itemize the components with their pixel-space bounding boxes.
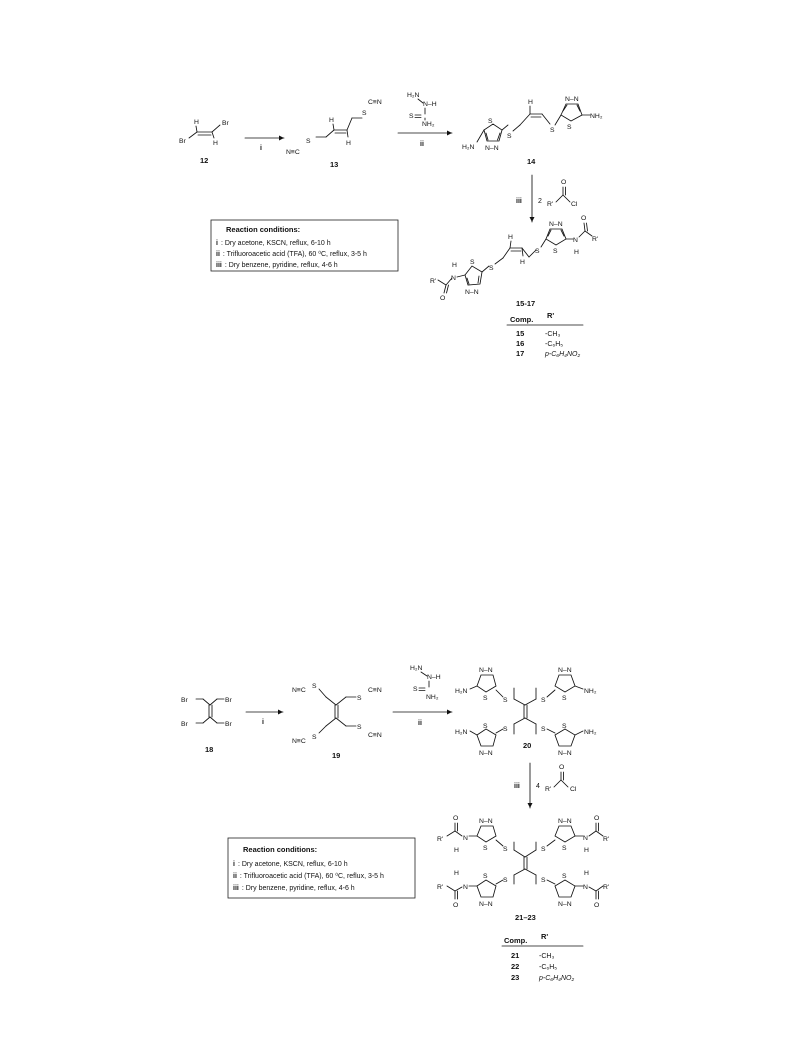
carbonyl-oxygen: O — [594, 902, 600, 909]
condition-key: iii — [216, 262, 222, 269]
thiocyanate-group: N≡C — [292, 738, 306, 745]
table-row-r: p-C₆H₄NO₂ — [539, 975, 575, 982]
thioether-sulfur: S — [503, 877, 508, 884]
step-iii-label: iii — [516, 198, 522, 205]
ring-sulfur: S — [488, 118, 493, 125]
table-row-r: p-C₆H₄NO₂ — [545, 351, 581, 358]
condition-key: i — [216, 240, 218, 247]
step-ii-label: ii — [420, 141, 424, 148]
compound-15-17-label: 15-17 — [516, 299, 536, 308]
table-row-comp: 17 — [516, 349, 525, 358]
r-group: R' — [603, 884, 610, 891]
hydrogen-atom: H — [329, 117, 334, 124]
hydrogen-atom: H — [520, 259, 525, 266]
hydrogen-atom: H — [508, 234, 513, 241]
conditions-title: Reaction conditions: — [243, 845, 318, 854]
thiocyanate-group: C≡N — [368, 99, 382, 106]
r-group: R' — [592, 236, 599, 243]
compound-18-label: 18 — [205, 745, 214, 754]
ring-sulfur: S — [562, 873, 567, 880]
table-row-r: -CH₃ — [539, 953, 555, 960]
table-row-comp: 22 — [511, 962, 520, 971]
compound-18-structure — [181, 697, 233, 728]
carbonyl-oxygen: O — [594, 815, 600, 822]
amide-nitrogen: N — [463, 884, 468, 891]
ring-nitrogens: N–N — [558, 901, 572, 908]
substituent-table-2 — [502, 932, 583, 982]
ring-nitrogens: N–N — [558, 818, 572, 825]
bromo-atom: Br — [179, 138, 186, 145]
thiocyanate-group: N≡C — [292, 687, 306, 694]
compound-12-label: 12 — [200, 156, 209, 165]
thiocyanate-group: C≡N — [368, 732, 382, 739]
step-i-label: i — [262, 719, 264, 726]
carbonyl-oxygen: O — [561, 179, 567, 186]
ring-nitrogens: N–N — [479, 667, 493, 674]
thiosemicarbazide-reagent — [407, 92, 437, 128]
sulfur-atom: S — [413, 686, 418, 693]
compound-20-label: 20 — [523, 741, 532, 750]
compound-19-label: 19 — [332, 751, 341, 760]
compound-21-23-label: 21–23 — [515, 913, 536, 922]
thioether-sulfur: S — [535, 248, 540, 255]
bromo-atom: Br — [181, 721, 188, 728]
step-iii-label: iii — [514, 783, 520, 790]
svg-text:iii: Dry benzene, pyridine, re — [233, 885, 355, 892]
substituent-table-1 — [507, 311, 583, 358]
sulfur-atom: S — [312, 683, 317, 690]
amide-hydrogen: H — [452, 262, 457, 269]
thioether-sulfur: S — [550, 127, 555, 134]
hydrazine-nh: N–H — [427, 674, 441, 681]
ring-nitrogens: N–N — [549, 221, 563, 228]
sulfur-atom: S — [312, 734, 317, 741]
acyl-chloride-equiv: 4 — [536, 783, 540, 790]
amide-nitrogen: N — [463, 835, 468, 842]
r-group: R' — [603, 836, 610, 843]
step-i-label: i — [260, 145, 262, 152]
amide-nitrogen: N — [451, 275, 456, 282]
hydrogen-atom: H — [213, 140, 218, 147]
svg-text:ii: Trifluoroacetic acid (TFA) — [233, 872, 384, 880]
sulfur-atom: S — [306, 138, 311, 145]
thiocyanate-group: N≡C — [286, 149, 300, 156]
amine-group: H₂N — [410, 665, 423, 672]
svg-text:ii: Trifluoroacetic acid (TFA) — [216, 250, 367, 258]
compound-21-23-structure — [437, 815, 609, 909]
compound-14-structure — [462, 96, 603, 152]
amide-hydrogen: H — [584, 870, 589, 877]
condition-text: : Dry acetone, KSCN, reflux, 6-10 h — [220, 240, 331, 247]
step-ii-label: ii — [418, 720, 422, 727]
bromo-atom: Br — [225, 697, 232, 704]
bromo-atom: Br — [181, 697, 188, 704]
carbonyl-oxygen: O — [440, 295, 446, 302]
ring-nitrogens: N–N — [558, 667, 572, 674]
ring-nitrogens: N–N — [479, 901, 493, 908]
table-row-r: -C₆H₅ — [539, 964, 558, 971]
acyl-chloride-reagent — [547, 179, 578, 208]
compound-15-17-structure — [430, 215, 598, 302]
amine-group: NH₂ — [426, 694, 439, 701]
condition-key: iii — [233, 885, 239, 892]
thioether-sulfur: S — [489, 265, 494, 272]
r-group: R' — [547, 201, 554, 208]
ring-nitrogens: N–N — [479, 818, 493, 825]
sulfur-atom: S — [362, 110, 367, 117]
reaction-conditions-box-1 — [211, 220, 398, 271]
table-header-r: R' — [547, 311, 555, 320]
ring-sulfur: S — [562, 845, 567, 852]
hydrazine-nh: N–H — [423, 101, 437, 108]
r-group: R' — [437, 884, 444, 891]
thioether-sulfur: S — [541, 726, 546, 733]
amine-group: H₂N — [455, 688, 468, 695]
acyl-chloride-reagent — [545, 764, 577, 793]
ring-nitrogens: N–N — [465, 289, 479, 296]
hydrogen-atom: H — [194, 119, 199, 126]
chlorine-atom: Cl — [570, 786, 577, 793]
condition-text: : Trifluoroacetic acid (TFA), 60 ⁰C, reflux, 3-5 h — [239, 873, 384, 880]
thioether-sulfur: S — [503, 697, 508, 704]
thioether-sulfur: S — [503, 726, 508, 733]
ring-sulfur: S — [483, 845, 488, 852]
ring-nitrogens: N–N — [479, 750, 493, 757]
thioether-sulfur: S — [507, 133, 512, 140]
hydrogen-atom: H — [346, 140, 351, 147]
condition-text: : Trifluoroacetic acid (TFA), 60 ⁰C, reflux, 3-5 h — [222, 251, 367, 258]
ring-nitrogens: N–N — [485, 145, 499, 152]
amide-hydrogen: H — [574, 249, 579, 256]
sulfur-atom: S — [357, 695, 362, 702]
table-row-comp: 16 — [516, 339, 525, 348]
svg-text:i: Dry acetone, KSCN, reflux, — [233, 861, 348, 868]
amide-hydrogen: H — [454, 847, 459, 854]
r-group: R' — [430, 278, 437, 285]
svg-text:iii: Dry benzene, pyridine, re — [216, 262, 338, 269]
table-row-comp: 21 — [511, 951, 520, 960]
amine-group: H₂N — [407, 92, 420, 99]
ring-sulfur: S — [483, 873, 488, 880]
condition-text: : Dry benzene, pyridine, reflux, 4-6 h — [241, 885, 355, 892]
table-header-comp: Comp. — [510, 315, 534, 324]
table-row-r: -C₆H₅ — [545, 341, 564, 348]
ring-sulfur: S — [553, 248, 558, 255]
amine-group: NH₂ — [584, 729, 597, 736]
scheme-1 — [179, 92, 603, 358]
table-row-r: -CH₃ — [545, 331, 561, 338]
sulfur-atom: S — [409, 113, 414, 120]
amine-group: H₂N — [462, 144, 475, 151]
amide-hydrogen: H — [584, 847, 589, 854]
bromo-atom: Br — [222, 120, 229, 127]
compound-12-structure — [179, 119, 230, 147]
compound-19-structure — [292, 683, 382, 745]
ring-sulfur: S — [483, 695, 488, 702]
acyl-chloride-equiv: 2 — [538, 198, 542, 205]
carbonyl-oxygen: O — [581, 215, 587, 222]
amide-hydrogen: H — [454, 870, 459, 877]
thiocyanate-group: C≡N — [368, 687, 382, 694]
amine-group: NH₂ — [584, 688, 597, 695]
thioether-sulfur: S — [541, 697, 546, 704]
ring-sulfur: S — [562, 723, 567, 730]
amine-group: H₂N — [455, 729, 468, 736]
condition-key: i — [233, 861, 235, 868]
compound-13-structure — [286, 99, 382, 156]
r-group: R' — [437, 836, 444, 843]
ring-sulfur: S — [483, 723, 488, 730]
ring-nitrogens: N–N — [565, 96, 579, 103]
compound-14-label: 14 — [527, 157, 536, 166]
table-header-comp: Comp. — [504, 936, 528, 945]
table-row-comp: 15 — [516, 329, 525, 338]
ring-sulfur: S — [567, 124, 572, 131]
thioether-sulfur: S — [541, 846, 546, 853]
condition-text: : Dry acetone, KSCN, reflux, 6-10 h — [237, 861, 348, 868]
carbonyl-oxygen: O — [453, 815, 459, 822]
svg-text:i: Dry acetone, KSCN, reflux, — [216, 240, 331, 247]
carbonyl-oxygen: O — [559, 764, 565, 771]
condition-key: ii — [233, 873, 237, 880]
amide-nitrogen: N — [583, 884, 588, 891]
thioether-sulfur: S — [503, 846, 508, 853]
ring-nitrogens: N–N — [558, 750, 572, 757]
thioether-sulfur: S — [541, 877, 546, 884]
sulfur-atom: S — [357, 724, 362, 731]
table-row-comp: 23 — [511, 973, 520, 982]
ring-sulfur: S — [470, 259, 475, 266]
condition-key: ii — [216, 251, 220, 258]
reaction-conditions-box-2 — [228, 838, 415, 898]
table-header-r: R' — [541, 932, 549, 941]
bromo-atom: Br — [225, 721, 232, 728]
compound-13-label: 13 — [330, 160, 339, 169]
r-group: R' — [545, 786, 552, 793]
condition-text: : Dry benzene, pyridine, reflux, 4-6 h — [224, 262, 338, 269]
amine-group: NH₂ — [590, 113, 603, 120]
chlorine-atom: Cl — [571, 201, 578, 208]
scheme-2 — [181, 665, 609, 982]
amide-nitrogen: N — [583, 835, 588, 842]
carbonyl-oxygen: O — [453, 902, 459, 909]
hydrogen-atom: H — [528, 99, 533, 106]
thiosemicarbazide-reagent — [410, 665, 441, 701]
amine-group: NH₂ — [422, 121, 435, 128]
ring-sulfur: S — [562, 695, 567, 702]
amide-nitrogen: N — [573, 237, 578, 244]
conditions-title: Reaction conditions: — [226, 225, 301, 234]
